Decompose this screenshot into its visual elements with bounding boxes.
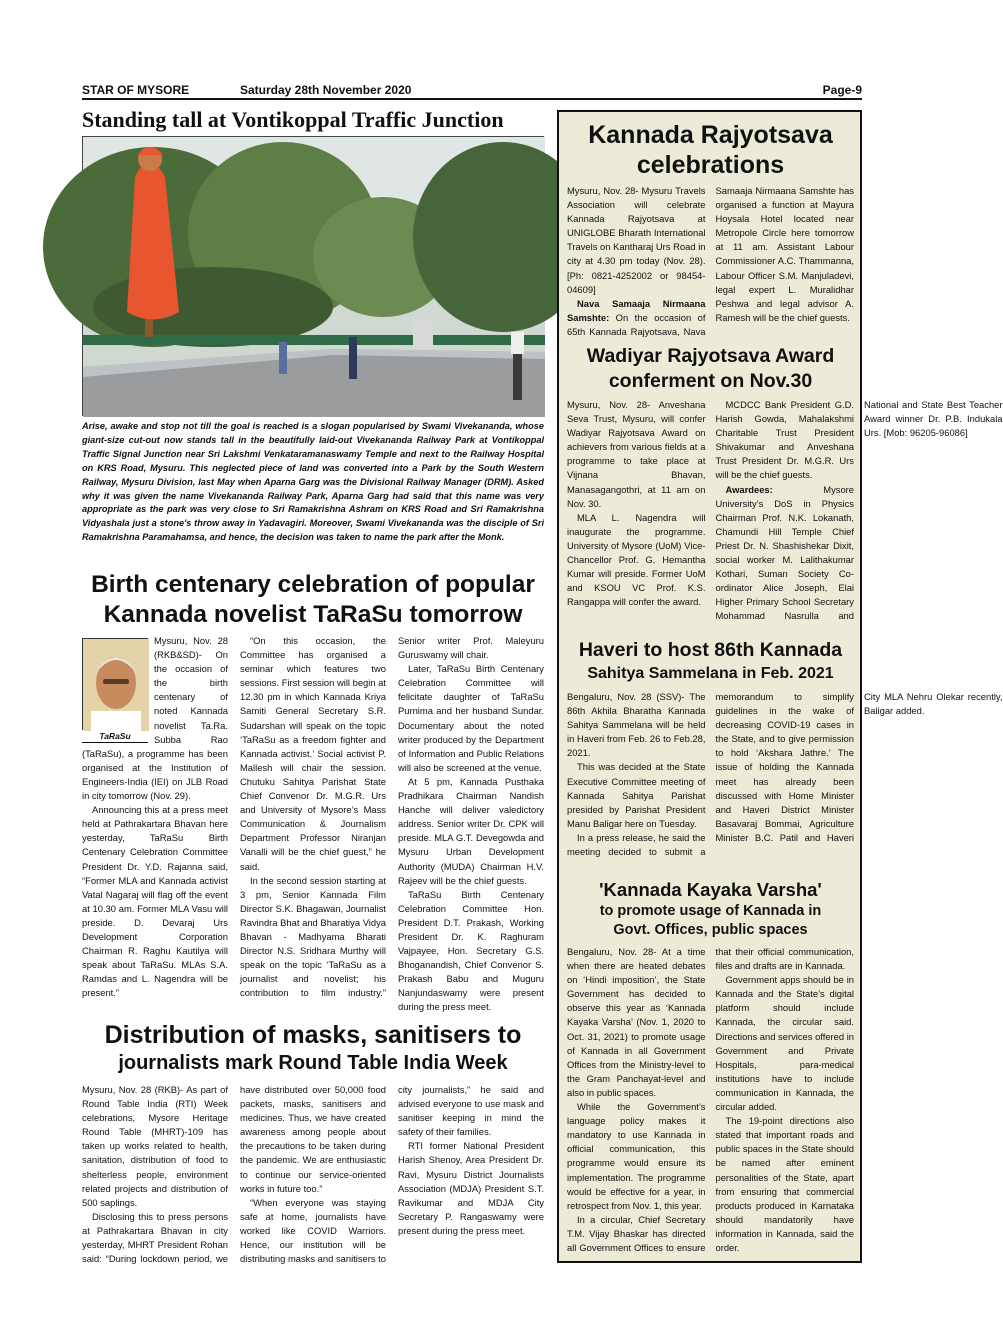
portrait-illustration bbox=[83, 639, 149, 731]
kayaka-headline-line2: to promote usage of Kannada in bbox=[599, 903, 822, 919]
tarasu-paragraph: In the second session starting at 3 pm, Senior Kannada Film Director S.K. Bhagawan, Journalist Ravindra Bhat and Bharatiya Vidya Bhavan - Madhyama Bharati Director N.S. Sridhara Murthy will speak on the topic ‘TaRaSu as a journalist and novelist; his contribution to film industry.” Senior writer Prof. Maleyuru Guruswamy will chair. bbox=[240, 635, 544, 999]
haveri-paragraph: This was decided at the State Executive Committee meeting of Kannada Sahitya Parishat presided by Parishat President Manu Baligar here on Tuesday. bbox=[567, 761, 706, 829]
tarasu-paragraph: Later, TaRaSu Birth Centenary Celebration Committee will felicitate daughter of TaRaSu Purnima and her husband Sundar. Documentary about the noted writer produced by the Department of Information and Public Relations will also be screened at the venue. bbox=[398, 663, 544, 773]
page-number: Page-9 bbox=[822, 83, 862, 97]
rajyotsava-body bbox=[567, 184, 854, 344]
photo-illustration bbox=[83, 137, 545, 417]
wadiyar-subhead: Awardees: bbox=[725, 483, 773, 495]
tarasu-headline bbox=[82, 570, 544, 630]
wadiyar-headline bbox=[567, 344, 854, 394]
masks-body bbox=[82, 1083, 544, 1269]
masthead bbox=[82, 80, 862, 100]
tarasu-portrait-caption: TaRaSu bbox=[82, 730, 148, 743]
haveri-headline-line2: Sahitya Sammelana in Feb. 2021 bbox=[587, 665, 834, 682]
tarasu-paragraph: Announcing this at a press meet held at Pathrakartara Bhavan here yesterday, TaRaSu Birth Centenary Celebration Committee President Dr. Y.D. Rajanna said, “Former MLA and Kannada activist Vatal Nagaraj will flag off the event at 10.30 am. Former MLA Vasu will preside. D. Devaraj Urs Development Corporation Chairman R. Raghu Kautilya will speak about TaRaSu. MLAs S.A. Ramdas and L. Nagendra will be present.” bbox=[82, 804, 228, 999]
kayaka-paragraph: In a circular, Chief Secretary T.M. Vijay Bhaskar has directed all Government Offices to ensure that their official communication, files and drafts are in Kannada. bbox=[567, 946, 854, 1253]
tarasu-portrait-block bbox=[82, 638, 148, 743]
kayaka-headline-line3: Govt. Offices, public spaces bbox=[613, 922, 808, 938]
tarasu-body bbox=[82, 634, 544, 1016]
masks-paragraph: “When everyone was staying safe at home, journalists have worked like COVID Warriors. Hence, our institution will be distributing masks and sanitisers to city journalists,” he said and advised everyone to use mask and sanitiser keeping in mind the safety of their families. bbox=[240, 1084, 544, 1265]
haveri-paragraph: In a press release, he said the meeting decided to submit a memorandum to simplify guidelines in the wake of decreasing COVID-19 cases in the State, and to give permission to hold ‘Akshara Jathre.’ The issue of holding the Kannada meet has already been discussed with Home Minister and Haveri District Minister Basavaraj Bommai, Agriculture Minister B.C. Patil and Haveri City MLA Nehru Olekar recently, Baligar added. bbox=[567, 691, 1003, 858]
masks-paragraph: Mysuru, Nov. 28 (RKB)- As part of Round Table India (RTI) Week celebrations, Mysore Heritage Round Table (MHRT)-109 has taken up works related to health, sanitation, distribution of food to shelterless people, environment related projects and distribution of 500 saplings. bbox=[82, 1084, 228, 1208]
haveri-paragraph: Bengaluru, Nov. 28 (SSV)- The 86th Akhila Bharatha Kannada Sahitya Sammelana will be held in Haveri from Feb. 26 to Feb.28, 2021. bbox=[567, 691, 706, 759]
vivekananda-photo bbox=[82, 136, 544, 416]
rajyotsava-subhead: Nava Samaaja Nirmaana Samshte: bbox=[567, 297, 706, 323]
lead-caption: Arise, awake and stop not till the goal is reached is a slogan popularised by Swami Vivekananda, whose giant-size cut-out now stands tall in the beautifully laid-out Vivekananda Railway Park at Vontikoppal Traffic Signal Junction near Sri Lakshmi Venkataramanaswamy Temple and next to the Railway Hospital on KRS Road, Mysuru. This neglected piece of land was converted into a Park by the South Western Railway, Mysuru Division, last May when Aparna Garg was the Divisional Railway Manager (DRM). Asked why it was given the name Vivekananda Railway Park, Aparna Garg had said that this name was very appropriate as the park was very close to Sri Ramakrishna Ashram on KRS Road and Sri Ramakrishna Vidyashala just a stone's throw away in Yadavagiri. Moreover, Swami Vivekananda was the disciple of Sri Ramakrishna Paramahamsa, and hence, the decision was taken to name the park after the Monk. bbox=[82, 421, 544, 543]
rajyotsava-paragraph: Mysuru, Nov. 28- Mysuru Travels Association will celebrate Kannada Rajyotsava at UNIGLOBE Bharath International Travels on Kantharaj Urs Road in city at 4.30 pm today (Nov. 28). [Ph: 0821-4252002 or 98454-04609] bbox=[567, 185, 706, 295]
haveri-section bbox=[567, 638, 1003, 870]
masks-paragraph: RTI former National President Harish Shenoy, Area President Dr. Ravi, Mysuru District Journalists Association (MDJA) President S.T. Ravikumar and MDJA City Secretary P. Rangaswamy were present during the press meet. bbox=[398, 1140, 544, 1236]
tarasu-headline-line1: Birth centenary celebration of popular bbox=[91, 571, 535, 598]
wadiyar-paragraph: Mysore University’s DoS in Physics Chairman Prof. N.K. Lokanath, Chamundi Hill Temple Chief Priest Dr. N. Shashishekar Dixit, social worker M. Lalithakumar Kothari, Suman Society Co-ordinator Alice Joseph, Elai Higher Primary School Secretary Mohammad Nasrulla and National and State Best Teacher Award winner Dr. P.B. Indukala Urs. [Mob: 96205-96086] bbox=[715, 399, 1003, 622]
tarasu-paragraph: “On this occasion, the Committee has organised a seminar which features two sessions. First session will begin at 12.30 pm in which Kannada Kriya Samiti General Secretary S.R. Sudarshan will speak on the topic ‘TaRaSu as a freedom fighter and Kannada activist.’ Social activist P. Mallesh will chair the session. Chutuku Sahitya Parishat State Chief Convenor Dr. M.G.R. Urs and University of Mysore’s Mass Communication & Journalism Department Professor Niranjan Vanalli will be the chief guest,” he said. bbox=[240, 635, 386, 872]
tarasu-portrait bbox=[82, 638, 148, 730]
kayaka-paragraph: Bengaluru, Nov. 28- At a time when there are heated debates on ‘Hindi imposition’, the State Government has decided to observe this year as ‘Kannada Kayaka Varsha’ (Nov. 1, 2020 to Oct. 31, 2021) to promote usage of Kannada in all Government Offices from the Ministry-level to the Gram Panchayat-level and also in public spaces. bbox=[567, 946, 706, 1098]
masks-headline-line2: journalists mark Round Table India Week bbox=[118, 1052, 508, 1074]
tarasu-paragraph: At 5 pm, Kannada Pusthaka Pradhikara Chairman Nandish Hanche will deliver valedictory address. Senior writer Dr. CPK will preside. MLA G.T. Devegowda and Mysuru Urban Development Authority (MUDA) Chairman H.V. Rajeev will be the chief guests. bbox=[398, 775, 544, 886]
briefs-sidebar bbox=[557, 110, 1003, 1263]
rajyotsava-headline-line1: Kannada Rajyotsava bbox=[588, 121, 833, 149]
tarasu-headline-line2: Kannada novelist TaRaSu tomorrow bbox=[103, 601, 523, 628]
wadiyar-paragraph: Mysuru, Nov. 28- Anveshana Seva Trust, Mysuru, will confer Wadiyar Rajyotsava Award on achievers from various fields at a programme to take place at Vijnana Bhavan, Manasagangothri, at 11 am on Nov. 30. bbox=[567, 399, 706, 509]
paper-name: STAR OF MYSORE bbox=[82, 83, 190, 97]
haveri-headline-line1: Haveri to host 86th Kannada bbox=[578, 639, 843, 661]
tarasu-paragraph: TaRaSu Birth Centenary Celebration Committee Hon. President D.T. Prakash, Working President Dr. K. Raghuram Vajpayee, Hon. Secretary G.S. Bhoganandish, Chief Convenor S. Prakash Babu and Muguru Nanjundaswamy were present during the press meet. bbox=[398, 888, 544, 1013]
rajyotsava-paragraph: On the occasion of 65th Kannada Rajyotsava, Nava Samaaja Nirmaana Samshte has organised a function at Mayura Hoysala Hotel located near Metropole Circle here tomorrow at 11 am. Assistant Labour Commissioner A.C. Thammanna, Labour Officer S.M. Manjuladevi, legal expert L. Muralidhar Peshwa and legal advisor A. Ramesh will be the chief guests. bbox=[567, 185, 854, 337]
wadiyar-paragraph: MLA L. Nagendra will inaugurate the programme. University of Mysore (UoM) Vice-Chancellor Prof. G. Hemantha Kumar will preside. Former UoM and KSOU VC Prof. K.S. Rangappa will confer the award. bbox=[567, 511, 706, 608]
wadiyar-paragraph: MCDCC Bank President G.D. Harish Gowda, Mahalakshmi Charitable Trust President Shivakumar and Anveshana Trust President Dr. M.G.R. Urs will be the chief guests. bbox=[715, 399, 854, 481]
wadiyar-headline-line2: conferment on Nov.30 bbox=[608, 370, 813, 392]
wadiyar-body bbox=[567, 398, 1003, 634]
rajyotsava-headline-line2: celebrations bbox=[636, 151, 785, 179]
lead-headline: Standing tall at Vontikoppal Traffic Junction bbox=[82, 107, 504, 132]
haveri-body bbox=[567, 690, 1003, 870]
haveri-headline bbox=[567, 638, 854, 685]
kayaka-paragraph: The 19-point directions also stated that important roads and public spaces in the State should be named after eminent personalities of the State, apart from ensuring that commercial products produced in Karnataka should mandatorily have information in Kannada, said the order. bbox=[715, 1115, 854, 1253]
kayaka-paragraph: While the Government’s language policy makes it mandatory to use Kannada in official communication, this programme would ensure its implementation. The programme would be effective for a year, in retrospect from Nov. 1, this year. bbox=[567, 1101, 706, 1211]
kayaka-headline bbox=[567, 878, 854, 940]
masks-headline-line1: Distribution of masks, sanitisers to bbox=[104, 1021, 522, 1049]
issue-date: Saturday 28th November 2020 bbox=[240, 83, 412, 97]
masks-headline bbox=[82, 1020, 544, 1076]
kayaka-body bbox=[567, 945, 854, 1261]
kayaka-paragraph: Government apps should be in Kannada and the State’s digital platform should include Kannada, the circular said. Directions and services offered in Government and Private Hospitals, para-medical institutions have to include communication in Kannada, the circular added. bbox=[715, 974, 854, 1113]
tarasu-paragraph: Mysuru, Nov. 28 (RKB&SD)- On the occasion of the birth centenary of noted Kannada novelist Ta.Ra. Subba Rao (TaRaSu), a programme has been organised at the Institution of Engineers-India (IEI) on JLB Road in city tomorrow (Nov. 29). bbox=[82, 635, 228, 802]
wadiyar-headline-line1: Wadiyar Rajyotsava Award bbox=[586, 345, 835, 367]
masks-paragraph: Disclosing this to press persons at Pathrakartara Bhavan in city yesterday, MHRT President Rohan said: “During lockdown period, we have distributed over 50,000 food packets, masks, sanitisers and medicines. Thus, we have created awareness among people about the precautions to be taken during the pandemic. We are enthusiastic to continue our service-oriented works in future too.” bbox=[82, 1084, 386, 1265]
wadiyar-section bbox=[567, 344, 1003, 634]
rajyotsava-headline bbox=[567, 120, 854, 180]
rajyotsava-section bbox=[567, 120, 854, 344]
kayaka-headline-line1: 'Kannada Kayaka Varsha' bbox=[599, 879, 822, 900]
kayaka-section bbox=[567, 878, 854, 1261]
